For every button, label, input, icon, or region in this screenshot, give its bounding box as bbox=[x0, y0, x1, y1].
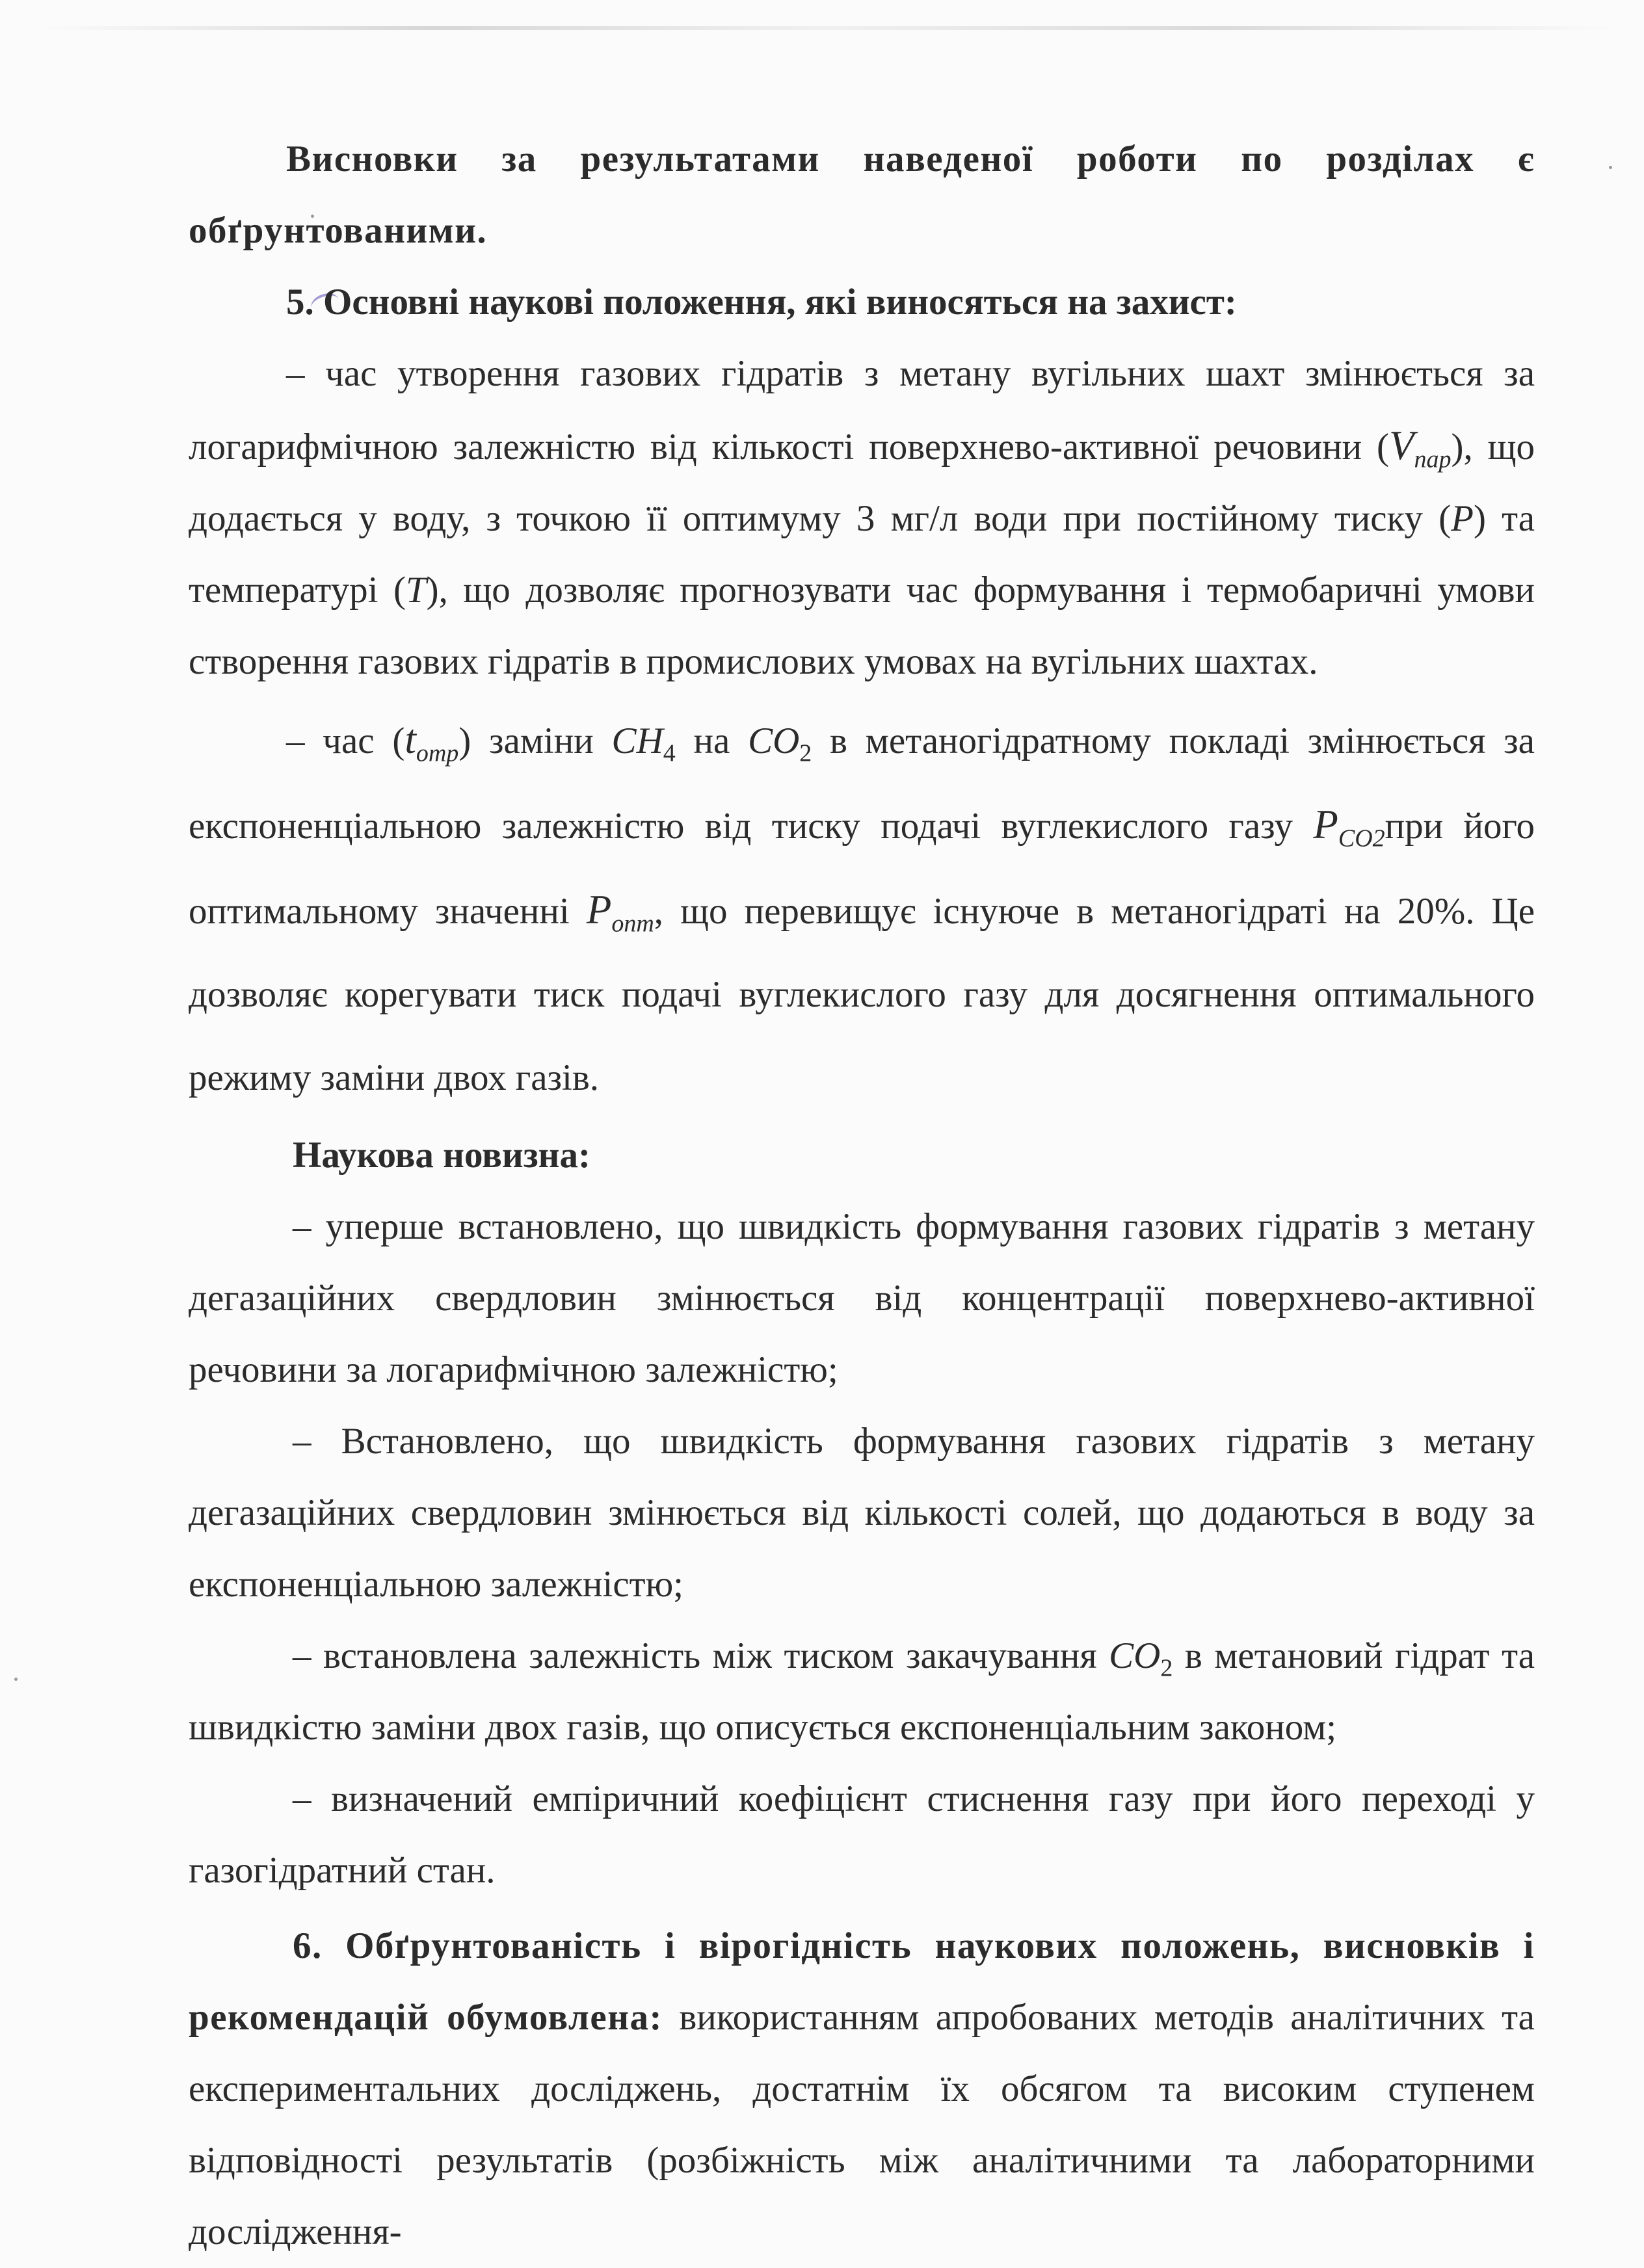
novelty-item: – Встановлено, що швидкість формування газових гідратів з метану дегазаційних свердловин змінюється від кількості солей, що додаються в воду за експоненціальною залежністю; bbox=[189, 1421, 1535, 1605]
novelty-item: – визначений емпіричний коефіцієнт стиснення газу при його переході у газогідратний стан. bbox=[189, 1778, 1535, 1891]
section-6-heading: 6. Обґрунтованість і вірогідність наукових положень, висновків і рекомендацій обумовлена: bbox=[189, 1925, 1535, 2038]
novelty-heading: Наукова новизна: bbox=[293, 1135, 590, 1176]
novelty-item: – уперше встановлено, що швидкість формування газових гідратів з метану дегазаційних свердловин змінюється від концентрації поверхнево-активної речовини за логарифмічною залежністю; bbox=[189, 1206, 1535, 1390]
scan-edge bbox=[39, 26, 1613, 30]
novelty-item-co2: – встановлена залежність між тиском закачування $CO_2$ в метановий гідрат та швидкістю заміни двох газів, що описується експоненціальним законом; bbox=[189, 1635, 1535, 1748]
conclusion-paragraph: Висновки за результатами наведеної роботи по розділах є обґрунтованими. bbox=[189, 138, 1535, 251]
section-6-paragraph bbox=[189, 1910, 1535, 2268]
section-5-heading: 5. Основні наукові положення, які виносяться на захист: bbox=[286, 282, 1237, 323]
speck bbox=[14, 1678, 18, 1681]
position-2: – час $(t_{отр})$ заміни $CH_4$ на $CO_2$ в метаногідратному покладі змінюється за експоненціальною залежністю від тиску подачі вуглекислого газу $P_{CO2}при$ його оптимальному значенні $P_{опт}$, що перевищує існуюче в метаногідраті на 20%. Це дозволяє корегувати тиск подачі вуглекислого газу для досягнення оптимального режиму заміни двох газів. bbox=[189, 717, 1535, 1098]
document-page bbox=[189, 124, 1535, 2268]
speck bbox=[1609, 166, 1612, 169]
position-1: – час утворення газових гідратів з метану вугільних шахт змінюється за логарифмічною залежністю від кількості поверхнево-активної речовини $(V_{пар})$, що додається у воду, з точкою її оптимуму 3 мг/л води при постійному тиску (P) та температурі (T), що дозволяє прогнозувати час формування і термобаричні умови створення газових гідратів в промислових умовах на вугільних шахтах. bbox=[189, 353, 1535, 682]
section-6-text: використанням апробованих методів аналітичних та експериментальних досліджень, достатнім їх обсягом та високим ступенем відповідності результатів (розбіжність між аналітичними та лабораторними дослідження- bbox=[189, 1997, 1535, 2252]
